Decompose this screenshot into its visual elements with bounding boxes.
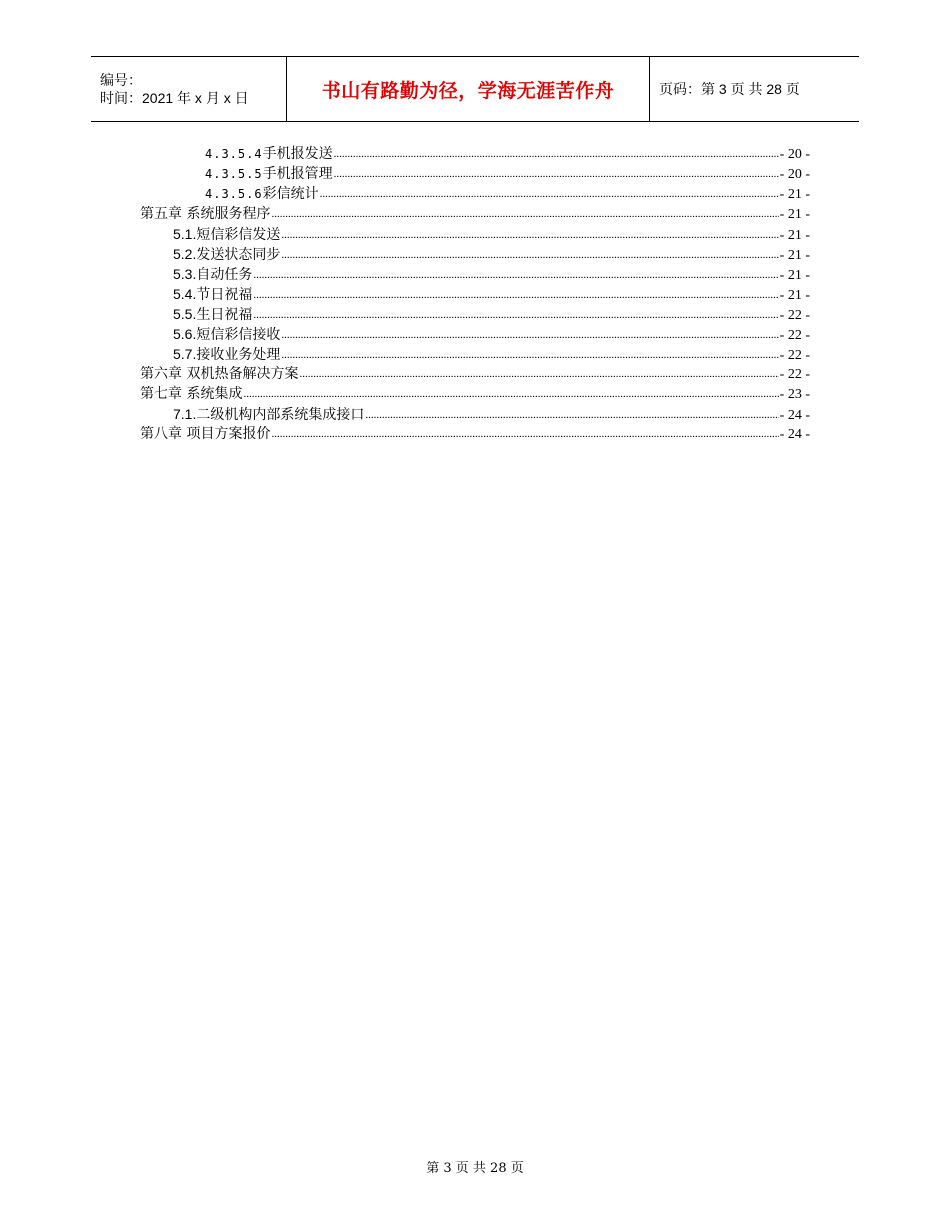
- time-label: 时间：2021 年 x 月 x 日: [100, 90, 249, 106]
- toc-entry[interactable]: [140, 204, 810, 224]
- header-meta-cell: [91, 57, 287, 121]
- toc-entry-title: 自动任务: [196, 267, 253, 283]
- toc-entry-page: - 20 -: [779, 167, 810, 182]
- toc-entry[interactable]: [140, 384, 810, 404]
- toc-leader-dots: [253, 265, 778, 285]
- toc-leader-dots: [243, 384, 778, 404]
- toc-entry-number: 5.5.: [173, 306, 197, 322]
- toc-entry-title: 第八章 项目方案报价: [140, 426, 271, 442]
- toc-entry-number: 4.3.5.4: [205, 147, 263, 161]
- toc-entry[interactable]: [173, 284, 810, 304]
- toc-leader-dots: [271, 204, 778, 224]
- toc-entry-title: 短信彩信发送: [196, 227, 281, 243]
- toc-entry-title: 生日祝福: [196, 307, 253, 323]
- toc-entry-page: - 20 -: [779, 147, 810, 162]
- toc-leader-dots: [271, 424, 778, 444]
- page-header: [91, 56, 859, 122]
- toc-entry[interactable]: [140, 424, 810, 444]
- toc-entry[interactable]: [205, 184, 810, 204]
- toc-entry-title: 节日祝福: [196, 287, 253, 303]
- toc-entry-page: - 21 -: [779, 248, 810, 263]
- toc-entry[interactable]: [173, 304, 810, 324]
- toc-entry-page: - 23 -: [779, 387, 810, 402]
- toc-entry-number: 5.1.: [173, 226, 197, 242]
- toc-entry-page: - 21 -: [779, 187, 810, 202]
- toc-entry-title: 手机报发送: [262, 146, 333, 162]
- toc-entry[interactable]: [173, 244, 810, 264]
- toc-entry-title: 二级机构内部系统集成接口: [196, 407, 365, 423]
- toc-entry-number: 5.4.: [173, 286, 197, 302]
- toc-entry-title: 手机报管理: [262, 166, 333, 182]
- toc-entry-number: 7.1.: [173, 406, 197, 422]
- toc-entry[interactable]: [205, 164, 810, 184]
- toc-entry-number: 5.3.: [173, 266, 197, 282]
- toc-entry[interactable]: [173, 224, 810, 244]
- toc-entry-number: 5.2.: [173, 246, 197, 262]
- toc-leader-dots: [281, 225, 778, 245]
- toc-entry-page: - 21 -: [779, 268, 810, 283]
- toc-leader-dots: [253, 285, 778, 305]
- toc-entry-page: - 22 -: [779, 328, 810, 343]
- toc-entry-page: - 22 -: [779, 367, 810, 382]
- toc-entry-page: - 21 -: [779, 228, 810, 243]
- toc-entry-title: 第五章 系统服务程序: [140, 206, 271, 222]
- toc-entry-number: 5.6.: [173, 326, 197, 342]
- toc-entry-number: 4.3.5.6: [205, 187, 263, 201]
- toc-entry-title: 第七章 系统集成: [140, 386, 243, 402]
- toc-leader-dots: [253, 305, 778, 325]
- serial-label: 编号：: [100, 72, 142, 88]
- toc-entry[interactable]: [205, 144, 810, 164]
- toc-entry[interactable]: [140, 364, 810, 384]
- toc-entry-page: - 21 -: [779, 288, 810, 303]
- toc-entry-number: 4.3.5.5: [205, 167, 263, 181]
- toc-entry-page: - 21 -: [779, 207, 810, 222]
- toc-entry-title: 第六章 双机热备解决方案: [140, 366, 299, 382]
- page-footer: 第 3 页 共 28 页: [426, 1161, 524, 1176]
- toc-entry-page: - 22 -: [779, 348, 810, 363]
- toc-leader-dots: [320, 184, 779, 204]
- toc-entry[interactable]: [173, 324, 810, 344]
- toc-entry[interactable]: [173, 264, 810, 284]
- toc-entry[interactable]: [173, 404, 810, 424]
- toc-entry-title: 彩信统计: [262, 186, 319, 202]
- toc-entry-number: 5.7.: [173, 346, 197, 362]
- toc-entry-title: 发送状态同步: [196, 247, 281, 263]
- toc-entry-page: - 24 -: [779, 427, 810, 442]
- toc-leader-dots: [365, 405, 778, 425]
- toc-leader-dots: [281, 245, 778, 265]
- toc-leader-dots: [299, 364, 778, 384]
- toc-entry-page: - 22 -: [779, 308, 810, 323]
- toc-leader-dots: [334, 164, 779, 184]
- toc-leader-dots: [281, 325, 778, 345]
- toc-leader-dots: [281, 345, 778, 365]
- toc-entry-page: - 24 -: [779, 408, 810, 423]
- toc-entry-title: 短信彩信接收: [196, 327, 281, 343]
- toc-leader-dots: [334, 144, 779, 164]
- toc-entry[interactable]: [173, 344, 810, 364]
- header-motto: 书山有路勤为径，学海无涯苦作舟: [287, 57, 650, 121]
- toc-entry-title: 接收业务处理: [196, 347, 281, 363]
- header-page-info: 页码：第 3 页 共 28 页: [659, 81, 800, 97]
